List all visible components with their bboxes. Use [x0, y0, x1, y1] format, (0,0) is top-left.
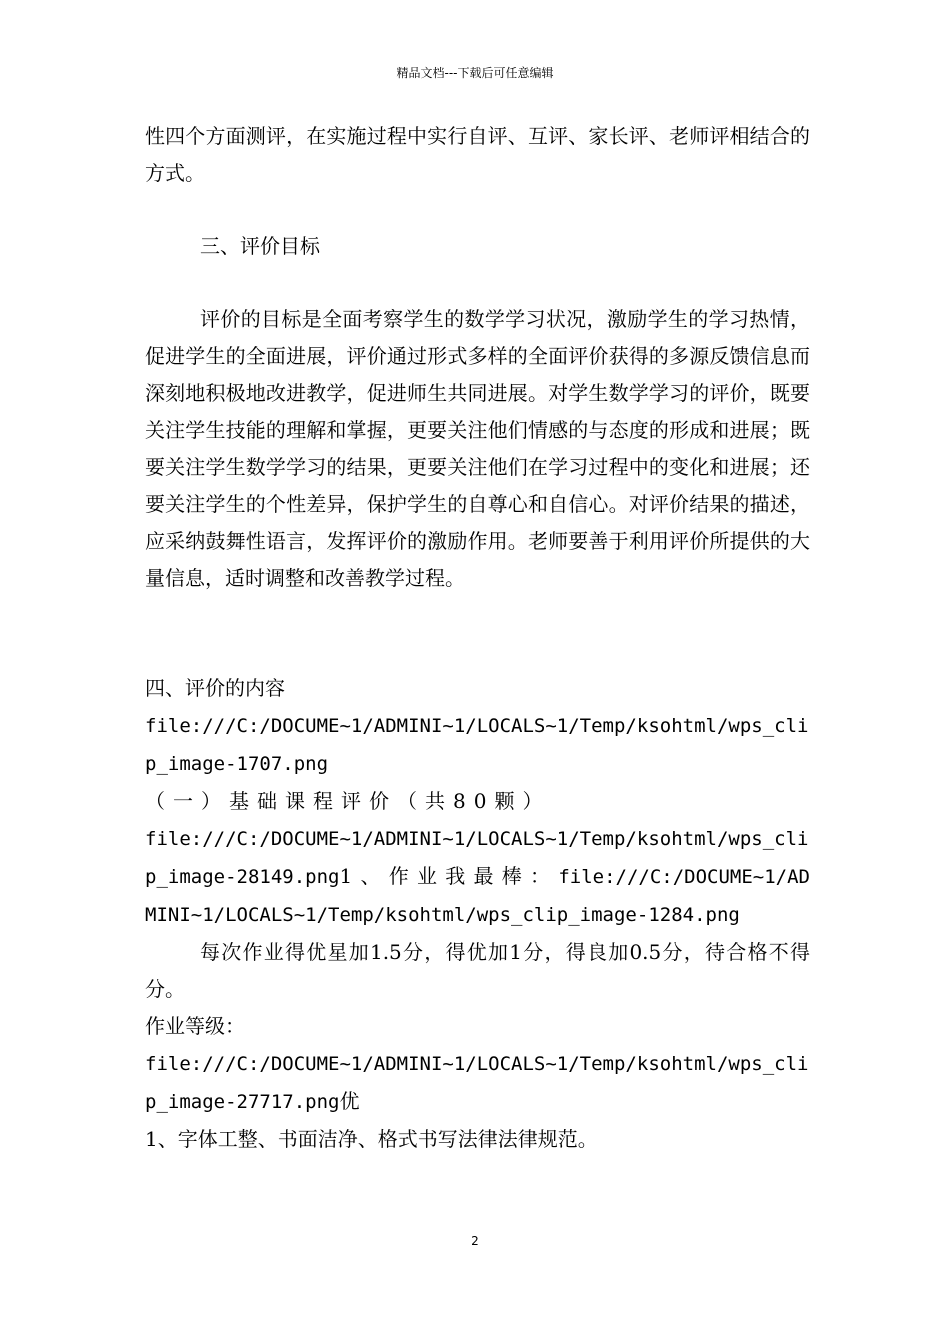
homework-best-label: 1、作业我最棒：: [339, 864, 559, 888]
file-path-1: file:///C:/DOCUME~1/ADMINI~1/LOCALS~1/Temp/ksohtml/wps_clip_image-1707.png: [145, 715, 809, 775]
paragraph-intro: 性四个方面测评，在实施过程中实行自评、互评、家长评、老师评相结合的方式。: [145, 124, 810, 185]
file-path-4: file:///C:/DOCUME~1/ADMINI~1/LOCALS~1/Temp/ksohtml/wps_clip_image-27717.png: [145, 1053, 809, 1113]
subsection-basic-course: （一）基础课程评价（共80颗）: [145, 789, 551, 813]
homework-level-label: 作业等级：: [145, 1014, 245, 1038]
document-body: [145, 118, 810, 1158]
paragraph-scoring-rule: 每次作业得优星加1.5分，得优加1分，得良加0.5分，待合格不得分。: [145, 940, 810, 1001]
grade-excellent-label: 优: [339, 1089, 360, 1113]
list-item-1: 1、字体工整、书面洁净、格式书写法律法律规范。: [145, 1127, 598, 1151]
file-path-2: file:///C:/DOCUME~1/ADMINI~1/LOCALS~1/Temp/ksohtml/wps_clip_image-28149.png: [145, 828, 809, 888]
file-reference-block-1: [145, 707, 810, 820]
file-path-3: file:///C:/DOCUME~1/ADMINI~1/LOCALS~1/Temp/ksohtml/wps_clip_image-1284.png: [145, 866, 810, 926]
paragraph-objectives: 评价的目标是全面考察学生的数学学习状况，激励学生的学习热情，促进学生的全面进展，评价通过形式多样的全面评价获得的多源反馈信息而深刻地积极地改进教学，促进师生共同进展。对学生数学学习的评价，既要关注学生技能的理解和掌握，更要关注他们情感的与态度的形成和进展；既要关注学生数学学习的结果，更要关注他们在学习过程中的变化和进展；还要关注学生的个性差异，保护学生的自尊心和自信心。对评价结果的描述，应采纳鼓舞性语言，发挥评价的激励作用。老师要善于利用评价所提供的大量信息，适时调整和改善教学过程。: [145, 307, 810, 590]
section-heading-objectives: 三、评价目标: [200, 234, 320, 258]
section-heading-content: 四、评价的内容: [145, 676, 285, 700]
page-header: 精品文档---下载后可任意编辑: [396, 66, 554, 80]
file-reference-block-4: [145, 1045, 810, 1121]
file-reference-block-2: [145, 820, 810, 934]
page-number: 2: [471, 1234, 479, 1248]
